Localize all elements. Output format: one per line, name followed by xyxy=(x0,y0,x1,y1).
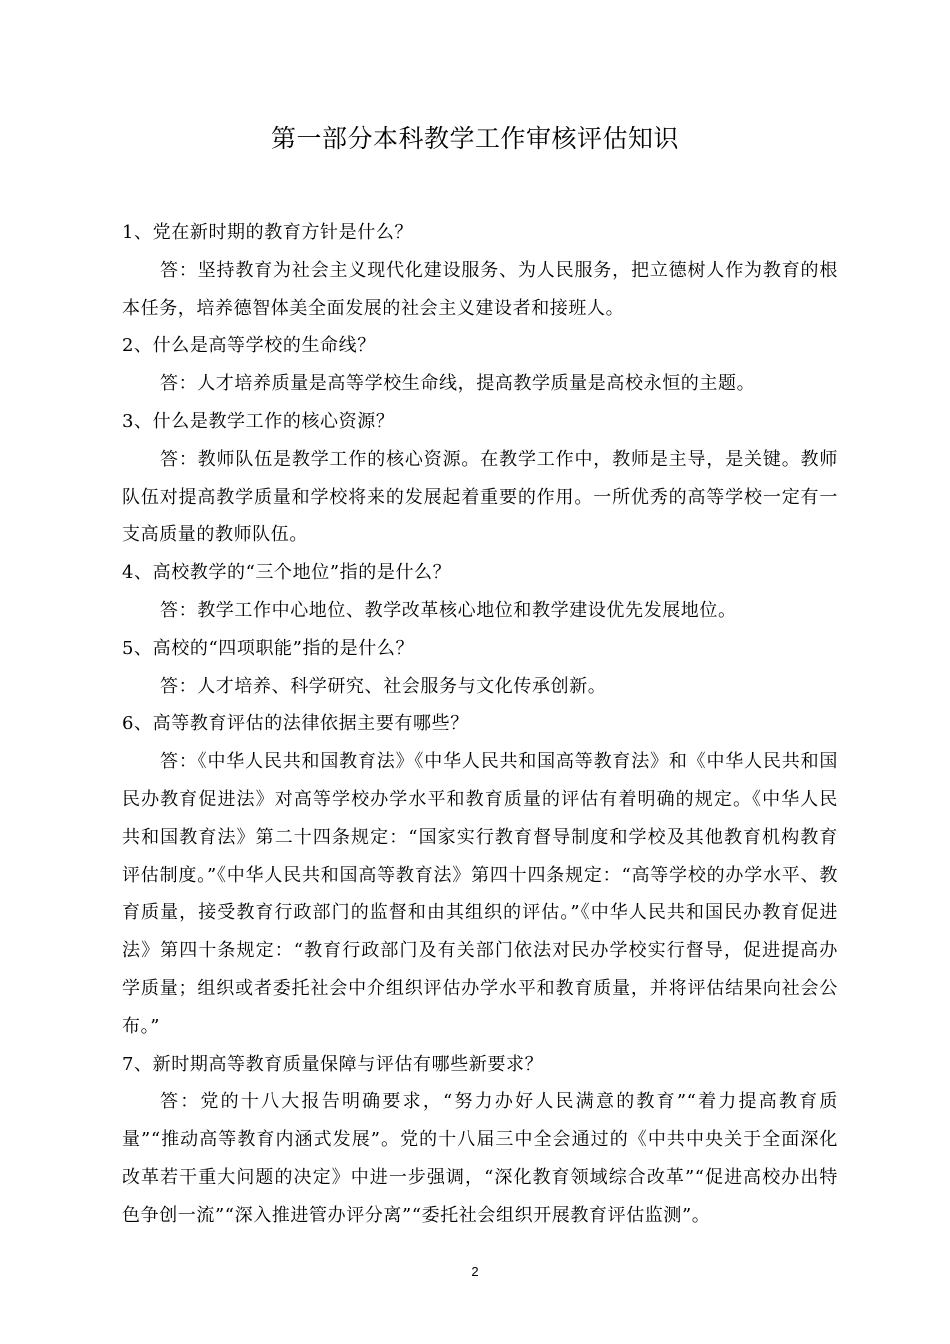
question-1: 1、党在新时期的教育方针是什么？ xyxy=(122,222,414,243)
qa-content xyxy=(122,214,838,1235)
answer-4: 答：教学工作中心地位、教学改革核心地位和教学建设优先发展地位。 xyxy=(160,599,737,621)
page-title: 第一部分本科教学工作审核评估知识 xyxy=(270,124,679,153)
question-6: 6、高等教育评估的法律依据主要有哪些？ xyxy=(122,713,469,735)
answer-1: 答：坚持教育为社会主义现代化建设服务、为人民服务，把立德树人作为教育的根本任务，培养德智体美全面发展的社会主义建设者和接班人。 xyxy=(122,259,838,319)
question-7: 7、新时期高等教育质量保障与评估有哪些新要求？ xyxy=(122,1053,544,1075)
question-3: 3、什么是教学工作的核心资源？ xyxy=(122,410,395,432)
page-number: 2 xyxy=(471,1264,479,1279)
question-4: 4、高校教学的“三个地位”指的是什么？ xyxy=(122,562,452,584)
question-5: 5、高校的“四项职能”指的是什么？ xyxy=(122,637,415,659)
answer-5: 答：人才培养、科学研究、社会服务与文化传承创新。 xyxy=(160,675,607,697)
answer-2: 答：人才培养质量是高等学校生命线，提高教学质量是高校永恒的主题。 xyxy=(160,373,756,395)
answer-3: 答：教师队伍是教学工作的核心资源。在教学工作中，教师是主导，是关键。教师队伍对提高教学质量和学校将来的发展起着重要的作用。一所优秀的高等学校一定有一支高质量的教师队伍。 xyxy=(122,448,838,546)
answer-7: 答：党的十八大报告明确要求，“努力办好人民满意的教育”“着力提高教育质量”“推动高等教育内涵式发展”。党的十八届三中全会通过的《中共中央关于全面深化改革若干重大问题的决定》中进一步强调，“深化教育领域综合改革”“促进高校办出特色争创一流”“深入推进管办评分离”“委托社会组织开展教育评估监测”。 xyxy=(122,1091,838,1226)
answer-6: 答：《中华人民共和国教育法》《中华人民共和国高等教育法》和《中华人民共和国民办教育促进法》对高等学校办学水平和教育质量的评估有着明确的规定。《中华人民共和国教育法》第二十四条规定：“国家实行教育督导制度和学校及其他教育机构教育评估制度。”《中华人民共和国高等教育法》第四十四条规定：“高等学校的办学水平、教育质量，接受教育行政部门的监督和由其组织的评估。”《中华人民共和国民办教育促进法》第四十条规定：“教育行政部门及有关部门依法对民办学校实行督导，促进提高办学质量；组织或者委托社会中介组织评估办学水平和教育质量，并将评估结果向社会公布。” xyxy=(122,751,838,1037)
question-2: 2、什么是高等学校的生命线？ xyxy=(122,335,376,357)
